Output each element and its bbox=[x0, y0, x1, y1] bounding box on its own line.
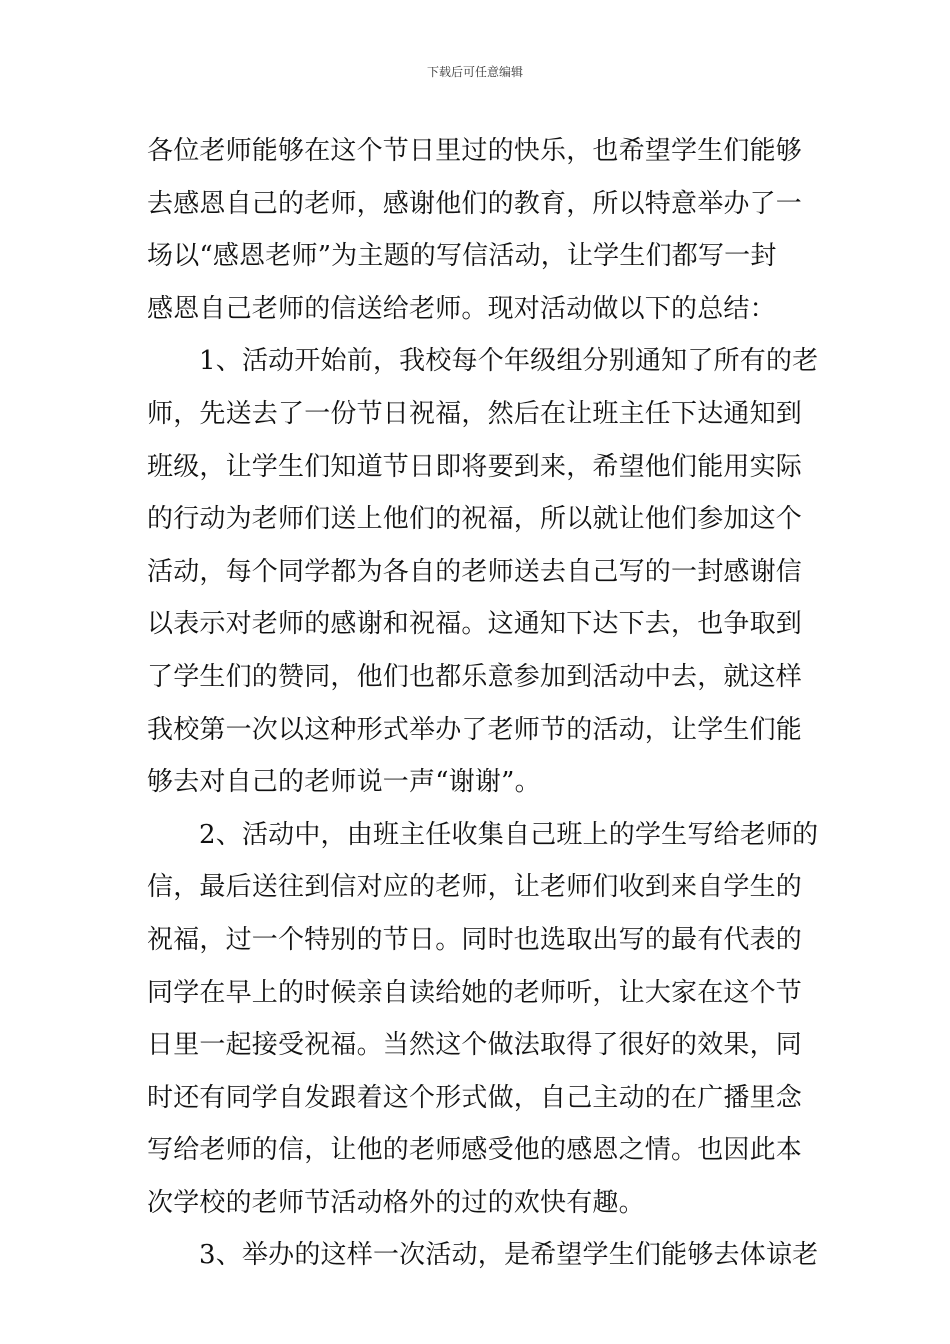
text-line: 同学在早上的时候亲自读给她的老师听，让大家在这个节 bbox=[147, 977, 803, 1008]
paragraph-intro bbox=[147, 125, 807, 335]
text-line: 3、举办的这样一次活动，是希望学生们能够去体谅老 bbox=[199, 1240, 819, 1271]
text-line: 2、活动中，由班主任收集自己班上的学生写给老师的 bbox=[199, 819, 819, 850]
document-body bbox=[147, 125, 819, 1282]
text-line: 场以“感恩老师”为主题的写信活动，让学生们都写一封 bbox=[147, 241, 777, 272]
text-line: 去感恩自己的老师，感谢他们的教育，所以特意举办了一 bbox=[147, 188, 803, 219]
text-line: 写给老师的信，让他的老师感受他的感恩之情。也因此本 bbox=[147, 1135, 803, 1166]
text-line: 班级，让学生们知道节日即将要到来，希望他们能用实际 bbox=[147, 451, 803, 482]
text-line: 时还有同学自发跟着这个形式做，自己主动的在广播里念 bbox=[147, 1082, 803, 1113]
page-header: 下载后可任意编辑 bbox=[426, 65, 523, 79]
paragraph-item-2 bbox=[147, 809, 819, 1230]
text-line: 次学校的老师节活动格外的过的欢快有趣。 bbox=[147, 1187, 645, 1218]
text-line: 感恩自己老师的信送给老师。现对活动做以下的总结： bbox=[147, 293, 776, 324]
text-line: 1、活动开始前，我校每个年级组分别通知了所有的老 bbox=[199, 346, 819, 377]
text-line: 以表示对老师的感谢和祝福。这通知下达下去，也争取到 bbox=[147, 609, 803, 640]
text-line: 师，先送去了一份节日祝福，然后在让班主任下达通知到 bbox=[147, 398, 803, 429]
text-line: 了学生们的赞同，他们也都乐意参加到活动中去，就这样 bbox=[147, 661, 803, 692]
text-line: 祝福，过一个特别的节日。同时也选取出写的最有代表的 bbox=[147, 924, 803, 955]
text-line: 的行动为老师们送上他们的祝福，所以就让他们参加这个 bbox=[147, 504, 803, 535]
text-line: 够去对自己的老师说一声“谢谢”。 bbox=[147, 767, 541, 798]
text-line: 各位老师能够在这个节日里过的快乐，也希望学生们能够 bbox=[147, 136, 803, 166]
paragraph-item-3 bbox=[147, 1229, 819, 1282]
text-line: 信，最后送往到信对应的老师，让老师们收到来自学生的 bbox=[147, 872, 803, 903]
paragraph-item-1 bbox=[147, 335, 819, 808]
text-line: 我校第一次以这种形式举办了老师节的活动，让学生们能 bbox=[147, 714, 803, 745]
text-line: 日里一起接受祝福。当然这个做法取得了很好的效果，同 bbox=[147, 1030, 803, 1061]
text-line: 活动，每个同学都为各自的老师送去自己写的一封感谢信 bbox=[147, 556, 803, 587]
